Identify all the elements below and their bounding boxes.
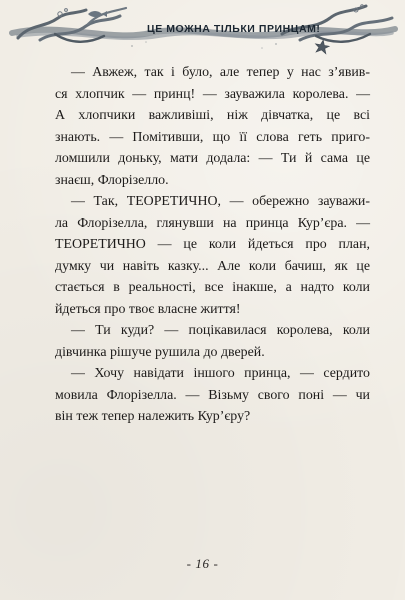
text-line: ломшили доньку, мати додала: — Ти й сама це — [55, 151, 370, 166]
text-line: А хлопчики важливіші, ніж дівчатка, це всі — [55, 108, 370, 123]
chapter-header-title: ЦЕ МОЖНА ТІЛЬКИ ПРИНЦАМ! — [147, 23, 321, 35]
text-line: знають. — Помітивши, що її слова геть приго- — [55, 129, 370, 145]
text-line: йдеться про твоє власне життя! — [55, 301, 241, 317]
text-line: мовила Флорізелла. — Візьму свого поні — чи — [55, 387, 370, 403]
text-line: ся хлопчик — принц! — зауважила королева. — — [55, 86, 370, 102]
paragraph-1 — [55, 62, 370, 191]
page-number: - 16 - — [186, 556, 219, 571]
text-line: думку чи навіть казку... Але коли бачиш, як це — [55, 258, 370, 274]
header-ornament — [0, 0, 405, 62]
text-line: — Хочу навідати іншого принца, — сердито — [71, 366, 370, 381]
text-line: знаєш, Флорізелло. — [55, 172, 169, 188]
text-line: стається в реальності, все інакше, а надто коли — [55, 280, 370, 295]
paragraph-3 — [55, 320, 370, 363]
text-line: — Авжеж, так і було, але тепер у нас з’явив- — [71, 65, 370, 80]
text-line: — Так, ТЕОРЕТИЧНО, — обережно зауважи- — [71, 194, 370, 209]
paragraph-2 — [55, 191, 370, 320]
paragraph-4 — [55, 363, 370, 428]
text-line: ТЕОРЕТИЧНО — це коли йдеться про план, — [55, 237, 370, 252]
text-line: — Ти куди? — поцікавилася королева, коли — [71, 323, 370, 338]
body-text — [55, 62, 370, 428]
text-line: дівчинка рішуче рушила до дверей. — [55, 344, 265, 360]
text-line: він теж тепер належить Кур’єру? — [55, 409, 251, 424]
text-line: ла Флорізелла, глянувши на принца Кур’єра. — — [55, 215, 370, 231]
fish-icon — [88, 11, 107, 17]
